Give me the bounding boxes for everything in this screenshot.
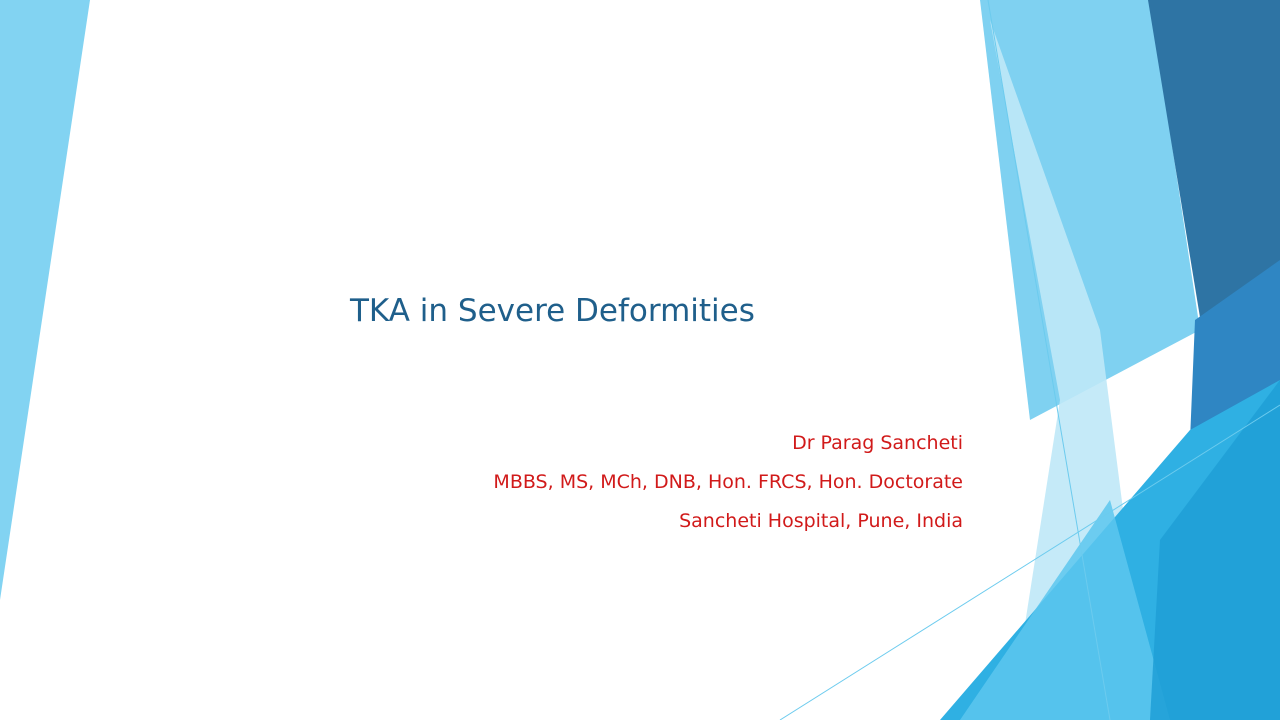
presenter-affiliation: Sancheti Hospital, Pune, India [679, 510, 963, 532]
presenter-name: Dr Parag Sancheti [792, 432, 963, 454]
slide-title: TKA in Severe Deformities [350, 293, 755, 329]
presenter-credentials: MBBS, MS, MCh, DNB, Hon. FRCS, Hon. Doctorate [493, 471, 963, 493]
presenter-block [403, 424, 963, 541]
left-wedge-shape [0, 0, 90, 600]
